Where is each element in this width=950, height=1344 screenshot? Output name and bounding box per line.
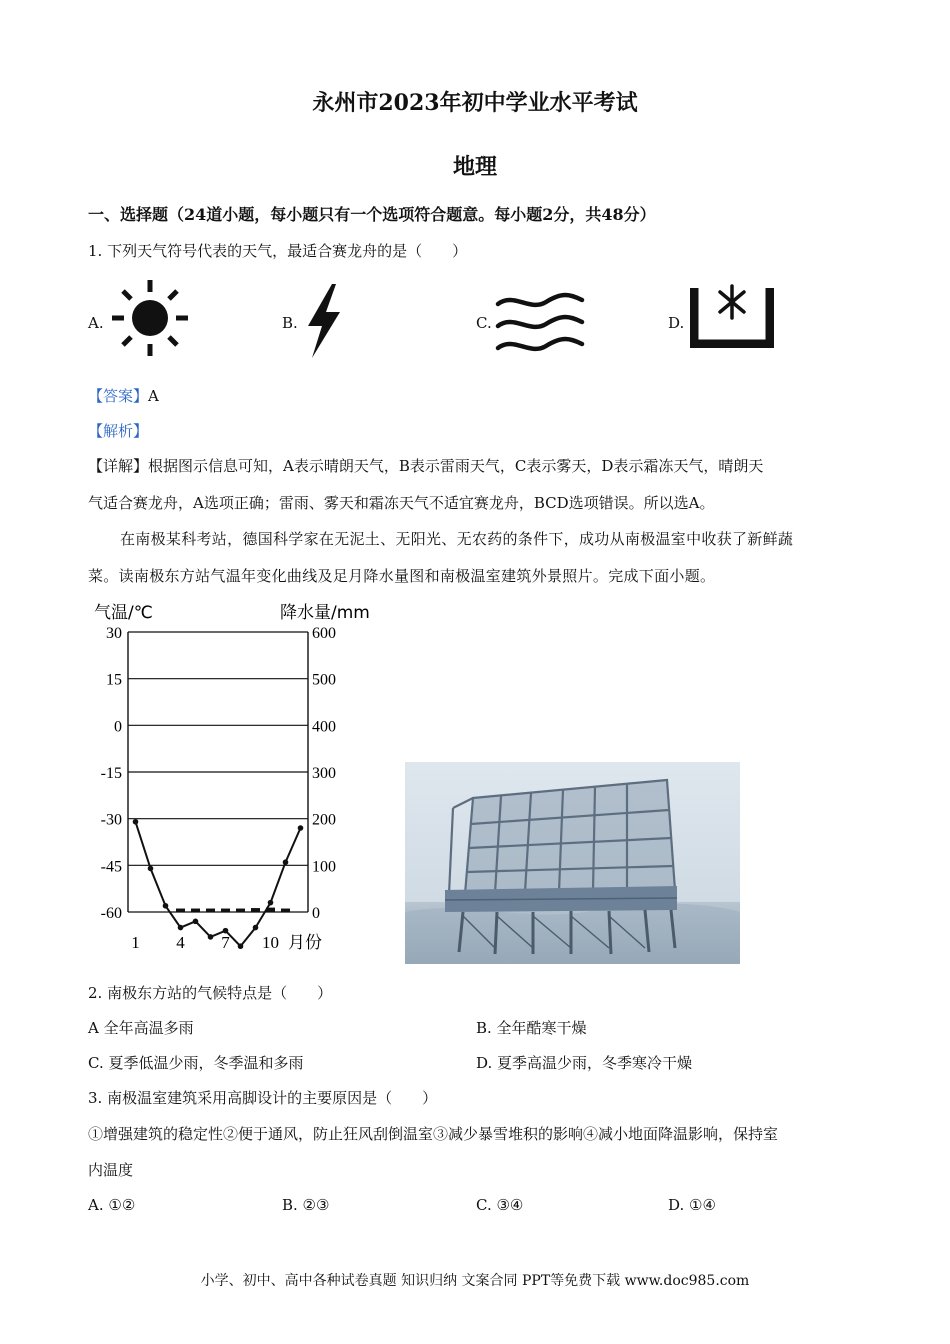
climate-chart	[88, 596, 388, 958]
temperature-point	[253, 925, 259, 931]
q1-stem: 1. 下列天气符号代表的天气，最适合赛龙舟的是（ ）	[88, 242, 468, 260]
temperature-point	[268, 900, 274, 906]
x-tick-label: 7	[221, 933, 230, 952]
right-tick-label: 600	[312, 625, 336, 642]
precipitation-bar	[191, 909, 200, 912]
left-tick-label: 15	[106, 671, 122, 689]
x-tick-label: 1	[131, 933, 140, 952]
right-tick-label: 100	[312, 858, 336, 876]
left-tick-labels	[101, 625, 122, 922]
detail-line-1	[88, 456, 763, 476]
q3-option-a: A. ①②	[88, 1196, 136, 1214]
greenhouse-photo	[405, 762, 740, 964]
temperature-point	[133, 819, 139, 825]
precipitation-bar	[236, 909, 245, 912]
temperature-point	[148, 866, 154, 872]
x-tick-label: 10	[262, 933, 279, 952]
precipitation-bar	[221, 909, 230, 912]
x-axis-label: 月份	[288, 933, 322, 953]
precipitation-bar	[206, 909, 215, 912]
precipitation-bar	[251, 908, 260, 912]
temperature-point	[208, 934, 214, 940]
analysis-tag: 【解析】	[88, 422, 149, 440]
section-heading: 一、选择题（24道小题，每小题只有一个选项符合题意。每小题2分，共48分）	[88, 205, 656, 224]
document-title: 永州市2023年初中学业水平考试	[312, 90, 638, 116]
temperature-point	[283, 859, 289, 865]
answer-row	[88, 386, 159, 406]
detail-line-2: 气适合赛龙舟，A选项正确；雷雨、雾天和霜冻天气不适宜赛龙舟，BCD选项错误。所以选A。	[88, 494, 715, 512]
sun-icon	[108, 278, 192, 358]
left-tick-label: 30	[106, 625, 122, 642]
temperature-point	[238, 943, 244, 949]
precipitation-bar	[281, 909, 290, 912]
q3-statement-line-1: ①增强建筑的稳定性②便于通风，防止狂风刮倒温室③减少暴雪堆积的影响④减小地面降温影响，保持室	[88, 1125, 779, 1143]
subject-title: 地理	[452, 154, 497, 180]
frost-icon	[690, 282, 774, 348]
q3-statement-line-2: 内温度	[88, 1161, 134, 1179]
precipitation-bars	[176, 908, 290, 912]
left-tick-label: -15	[100, 765, 122, 782]
q3-option-b: B. ②③	[282, 1196, 330, 1214]
temperature-point	[193, 919, 199, 925]
lightning-icon	[302, 282, 344, 360]
passage-line-1: 在南极某科考站，德国科学家在无泥土、无阳光、无农药的条件下，成功从南极温室中收获了新鲜蔬	[120, 530, 794, 548]
x-tick-labels	[131, 933, 279, 952]
q2-option-d: D. 夏季高温少雨，冬季寒冷干燥	[476, 1054, 693, 1072]
right-tick-label: 400	[312, 718, 336, 736]
left-tick-label: -30	[100, 811, 122, 829]
left-tick-label: -60	[100, 905, 122, 922]
left-tick-label: -45	[100, 858, 122, 876]
precipitation-bar	[176, 909, 185, 912]
right-tick-label: 0	[312, 905, 320, 922]
temperature-point	[298, 825, 304, 831]
right-tick-label: 300	[312, 765, 336, 782]
answer-tag: 【答案】	[88, 387, 149, 405]
q2-option-c: C. 夏季低温少雨，冬季温和多雨	[88, 1054, 304, 1072]
grid-lines	[128, 632, 308, 912]
right-tick-label: 200	[312, 811, 336, 829]
q2-option-a: A 全年高温多雨	[88, 1019, 194, 1037]
answer-value: A	[148, 387, 159, 405]
detail-text-1: 根据图示信息可知，A表示晴朗天气，B表示雷雨天气，C表示雾天，D表示霜冻天气，晴朗天	[148, 457, 764, 475]
q1-option-c-label: C.	[476, 314, 492, 332]
fog-icon	[494, 290, 586, 360]
q1-option-b-label: B.	[282, 314, 298, 332]
q3-option-c: C. ③④	[476, 1196, 524, 1214]
q1-option-d-label: D.	[668, 314, 685, 332]
q2-stem: 2. 南极东方站的气候特点是（ ）	[88, 984, 333, 1002]
q3-option-d: D. ①④	[668, 1196, 716, 1214]
temperature-point	[163, 903, 169, 909]
right-axis-label: 降水量/mm	[280, 603, 370, 623]
left-axis-label: 气温/℃	[94, 603, 153, 623]
right-tick-label: 500	[312, 671, 336, 689]
q1-option-a-label: A.	[88, 314, 104, 332]
q3-stem: 3. 南极温室建筑采用高脚设计的主要原因是（ ）	[88, 1089, 438, 1107]
right-tick-labels	[312, 625, 336, 922]
detail-tag: 【详解】	[88, 457, 149, 475]
q2-option-b: B. 全年酷寒干燥	[476, 1019, 587, 1037]
temperature-point	[178, 925, 184, 931]
temperature-line	[136, 822, 301, 946]
x-tick-label: 4	[176, 933, 185, 952]
footer-text: 小学、初中、高中各种试卷真题 知识归纳 文案合同 PPT等免费下载 www.doc985.com	[200, 1273, 750, 1289]
left-tick-label: 0	[114, 718, 122, 736]
passage-line-2: 菜。读南极东方站气温年变化曲线及足月降水量图和南极温室建筑外景照片。完成下面小题。	[88, 567, 716, 585]
